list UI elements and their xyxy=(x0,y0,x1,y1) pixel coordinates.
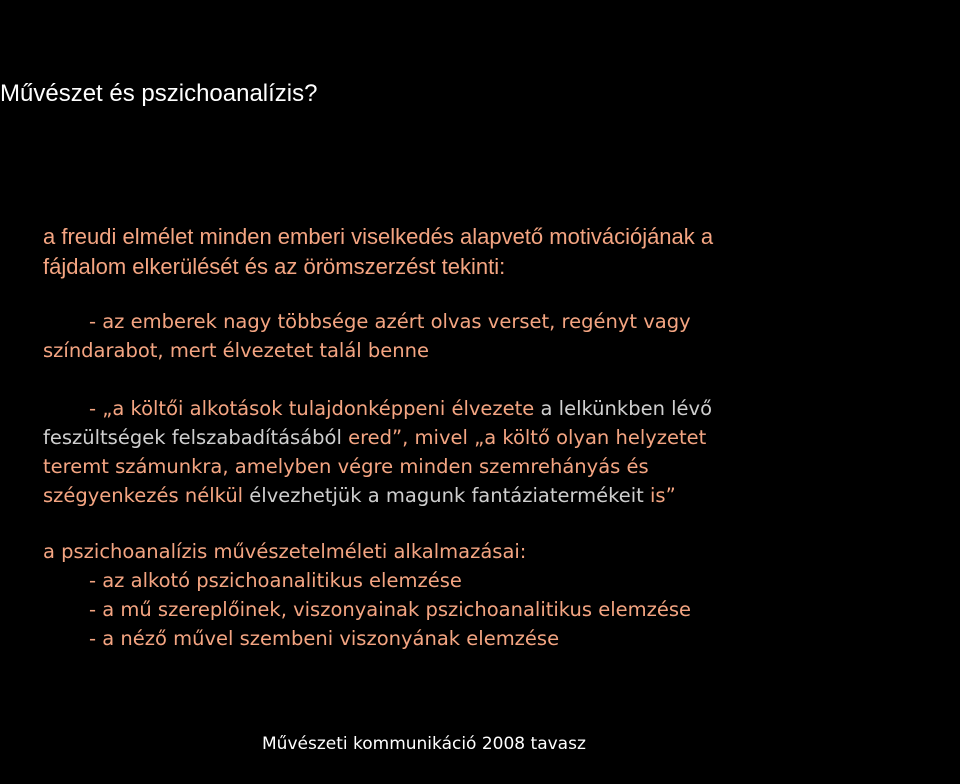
point-freud-quote xyxy=(43,394,923,510)
point1-line-2: színdarabot, mert élvezetet talál benne xyxy=(43,339,430,362)
intro-paragraph xyxy=(43,222,923,282)
footer-course: Művészeti kommunikáció 2008 tavasz xyxy=(262,734,586,754)
quote-part: szégyenkezés nélkül xyxy=(43,484,244,507)
quote-part: ered”, mivel „a költő olyan helyzetet xyxy=(341,426,707,449)
quote-part-muted: élvezhetjük a magunk fantáziatermékeit xyxy=(243,484,644,507)
application-item: - a mű szereplőinek, viszonyainak pszichoanalitikus elemzése xyxy=(89,598,692,621)
application-item: - az alkotó pszichoanalitikus elemzése xyxy=(89,569,462,592)
intro-line-2: fájdalom elkerülését és az örömszerzést tekinti: xyxy=(43,254,506,279)
quote-part: - „a költői alkotások tulajdonképpeni élvezete xyxy=(89,397,535,420)
point2-line-1 xyxy=(43,394,923,423)
application-item: - a néző művel szembeni viszonyának elemzése xyxy=(89,627,560,650)
point-reading-pleasure xyxy=(43,307,923,365)
intro-line-1: a freudi elmélet minden emberi viselkedés alapvető motivációjának a xyxy=(43,224,714,249)
applications-section xyxy=(43,537,923,653)
quote-part-muted: feszültségek felszabadításából xyxy=(43,426,342,449)
quote-part: is” xyxy=(643,484,676,507)
quote-part-muted: a lelkünkben lévő xyxy=(534,397,713,420)
point2-line-3: teremt számunkra, amelyben végre minden szemrehányás és xyxy=(43,455,649,478)
point2-line-4 xyxy=(43,481,923,510)
slide-title: Művészet és pszichoanalízis? xyxy=(0,80,318,107)
applications-heading: a pszichoanalízis művészetelméleti alkalmazásai: xyxy=(43,540,527,563)
point1-line-1: - az emberek nagy többsége azért olvas verset, regényt vagy xyxy=(89,310,691,333)
point2-line-2 xyxy=(43,423,923,452)
